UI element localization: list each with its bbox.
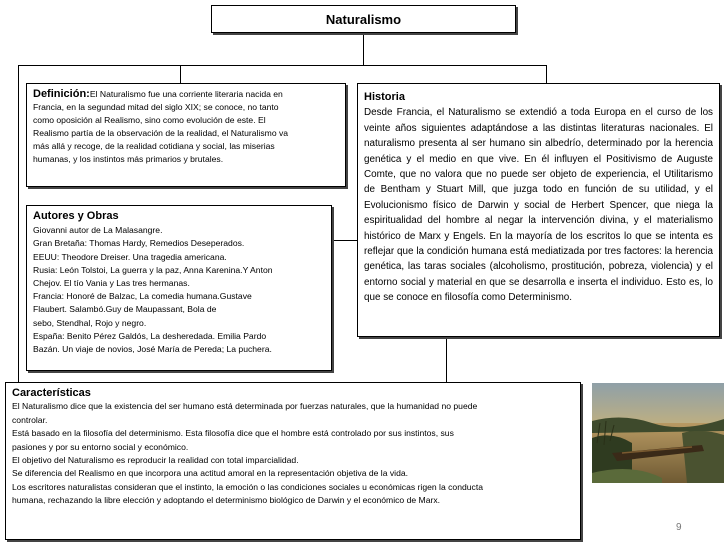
autores-box xyxy=(26,205,332,371)
autores-line: España: Benito Pérez Galdós, La desheredada. Emilia Pardo xyxy=(33,330,267,341)
definicion-text: El Naturalismo fue una corriente literaria nacida en xyxy=(89,89,283,99)
definicion-line: humanas, y los instintos más primarios y brutales. xyxy=(33,154,224,164)
historia-text: Desde Francia, el Naturalismo se extendió a toda Europa en el curso de los veinte años siguientes adaptándose a las distintas literaturas nacionales. El naturalismo presenta al ser humano sin albedrío, determinado por la herencia genética y el medio en que vive. En él influyen el Positivismo de Auguste Comte, que no valora que no puede ser objeto de experiencia, el Utilitarismo de Bentham y Stuart Mill, que juzga todo en función de su utilidad, y el Evolucionismo físico de Darwin y social de Herbert Spencer, que niega la espiritualidad del hombre al negar la intervención divina, y el materialismo histórico de Marx y Engels. En la mayoría de los escritos lo que se intenta es reflejar que la condición humana está mediatizada por tres factores: la herencia genética, las taras sociales (alcoholismo, prostitución, pobreza, violencia) y el entorno social y material en que se desarrolla e inserta el individuo. Esto es, lo que se conoce en filosofía como Determinismo. xyxy=(364,107,713,304)
caracteristicas-line: Los escritores naturalistas consideran que el instinto, la emoción o las condiciones sociales u económicas rigen la conducta xyxy=(12,481,484,492)
caracteristicas-line: Se diferencia del Realismo en que incorpora una actitud amoral en la representación objetiva de la vida. xyxy=(12,468,409,479)
connector-historia xyxy=(546,65,547,83)
page-title: Naturalismo xyxy=(325,11,402,27)
caracteristicas-line: controlar. xyxy=(12,414,48,425)
landscape-painting xyxy=(592,383,724,483)
definicion-line: Realismo partía de la observación de la realidad, el Naturalismo va xyxy=(33,128,289,138)
historia-box xyxy=(357,83,720,337)
definicion-line: más allá y recoge, de la realidad cotidiana y social, las miserias xyxy=(33,141,275,151)
caracteristicas-line: El Naturalismo dice que la existencia del ser humano está determinada por fuerzas naturales, que la humanidad no puede xyxy=(12,401,478,412)
autores-line: Rusia: León Tolstoi, La guerra y la paz, Anna Karenina.Y Anton xyxy=(33,264,273,275)
autores-line: Gran Bretaña: Thomas Hardy, Remedios Deseperados. xyxy=(33,238,245,249)
caracteristicas-line: humana, rechazando la libre elección y adoptando el determinismo biológico de Darwin y el económico de Marx. xyxy=(12,495,441,506)
connector-car xyxy=(446,337,447,382)
autores-line: EEUU: Theodore Dreiser. Una tragedia americana. xyxy=(33,251,227,262)
connector-vertical-left xyxy=(18,65,19,382)
definicion-line: como oposición al Realismo, sino como evolución de este. El xyxy=(33,115,266,125)
caracteristicas-line: Está basado en la filosofía del determinismo. Esta filosofía dice que el hombre está controlado por sus instintos, sus xyxy=(12,428,454,439)
connector-title-down xyxy=(363,33,364,66)
autores-line: sebo, Stendhal, Rojo y negro. xyxy=(33,317,147,328)
definicion-heading: Definición: xyxy=(33,88,90,100)
definicion-line: Francia, en la segundad mitad del siglo XIX; se conoce, no tanto xyxy=(33,102,279,112)
autores-line: Chejov. El tío Vania y Las tres hermanas. xyxy=(33,278,190,289)
connector-horizontal-left xyxy=(18,65,181,66)
connector-autores xyxy=(332,240,358,241)
caracteristicas-line: El objetivo del Naturalismo es reproducir la realidad con total imparcialidad. xyxy=(12,455,299,466)
autores-line: Flaubert. Salambó.Guy de Maupassant, Bola de xyxy=(33,304,217,315)
caracteristicas-box xyxy=(5,382,581,540)
caracteristicas-line: pasiones y por su entorno social y económico. xyxy=(12,441,189,452)
page-number: 9 xyxy=(676,522,682,533)
caracteristicas-heading: Características xyxy=(12,387,91,399)
autores-line: Francia: Honoré de Balzac, La comedia humana.Gustave xyxy=(33,291,252,302)
definicion-first-line xyxy=(33,88,339,101)
title-box xyxy=(211,5,516,33)
autores-line: Giovanni autor de La Malasangre. xyxy=(33,225,163,236)
connector-horizontal xyxy=(180,65,547,66)
autores-heading: Autores y Obras xyxy=(33,210,119,222)
connector-definicion xyxy=(180,65,181,83)
historia-heading: Historia xyxy=(364,91,405,103)
autores-line: Bazán. Un viaje de novios, José María de Pereda; La puchera. xyxy=(33,344,272,355)
definicion-box xyxy=(26,83,346,187)
